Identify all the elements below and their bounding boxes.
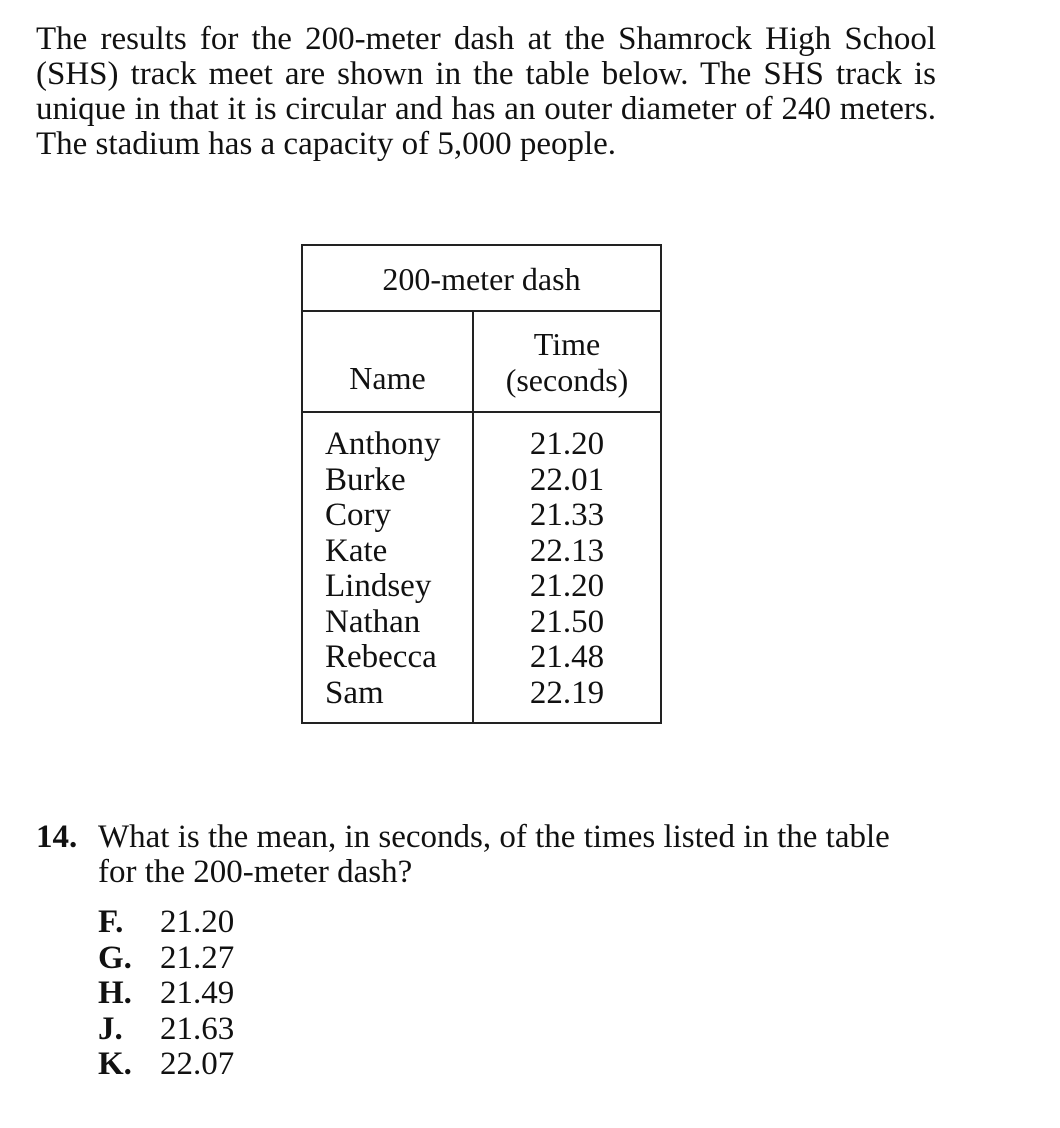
names-column (325, 427, 441, 711)
answer-choice-k[interactable] (98, 1047, 234, 1083)
runner-time: 22.01 (529, 461, 605, 498)
header-time-unit: (seconds) (505, 362, 629, 398)
choice-letter: K. (98, 1046, 132, 1082)
answer-choices (98, 905, 234, 1083)
header-time (474, 326, 660, 398)
times-column (474, 427, 660, 711)
table-title: 200-meter dash (303, 246, 660, 312)
answer-choice-h[interactable] (98, 976, 234, 1012)
choice-letter: F. (98, 904, 124, 940)
runner-name: Burke (325, 461, 406, 498)
choice-value: 21.27 (160, 939, 235, 976)
question-number: 14. (36, 819, 78, 855)
runner-name: Lindsey (325, 568, 432, 604)
question (36, 820, 936, 890)
choice-letter: H. (98, 975, 132, 1011)
runner-time: 21.33 (529, 497, 605, 533)
runner-name: Anthony (325, 426, 441, 462)
runner-time: 21.48 (529, 639, 605, 675)
runner-time: 21.20 (529, 426, 605, 462)
header-name: Name (349, 360, 426, 396)
answer-choice-g[interactable] (98, 941, 234, 977)
results-table (301, 244, 662, 724)
runner-name: Cory (325, 497, 391, 533)
runner-name: Sam (325, 674, 384, 711)
choice-value: 21.20 (160, 904, 235, 940)
runner-time: 22.13 (529, 532, 605, 569)
table-header-row (303, 312, 660, 413)
answer-choice-j[interactable] (98, 1012, 234, 1048)
choice-value: 22.07 (160, 1046, 235, 1082)
choice-letter: J. (98, 1010, 123, 1047)
runner-time: 21.20 (529, 568, 605, 604)
header-time-label: Time (533, 326, 601, 362)
runner-name: Rebecca (325, 639, 437, 675)
runner-time: 21.50 (529, 603, 605, 640)
intro-paragraph: The results for the 200-meter dash at the Shamrock High School (SHS) track meet are shown in the table below. The SHS track is unique in that it is circular and has an outer diameter of 240 meters. The stadium has a capacity of 5,000 people. (36, 21, 936, 162)
runner-time: 22.19 (529, 674, 605, 711)
answer-choice-f[interactable] (98, 905, 234, 941)
runner-name: Kate (325, 532, 388, 569)
question-text: What is the mean, in seconds, of the times listed in the table for the 200-meter dash? (98, 819, 890, 890)
choice-value: 21.63 (160, 1010, 235, 1047)
choice-value: 21.49 (160, 975, 235, 1011)
runner-name: Nathan (325, 603, 421, 640)
choice-letter: G. (98, 939, 132, 976)
